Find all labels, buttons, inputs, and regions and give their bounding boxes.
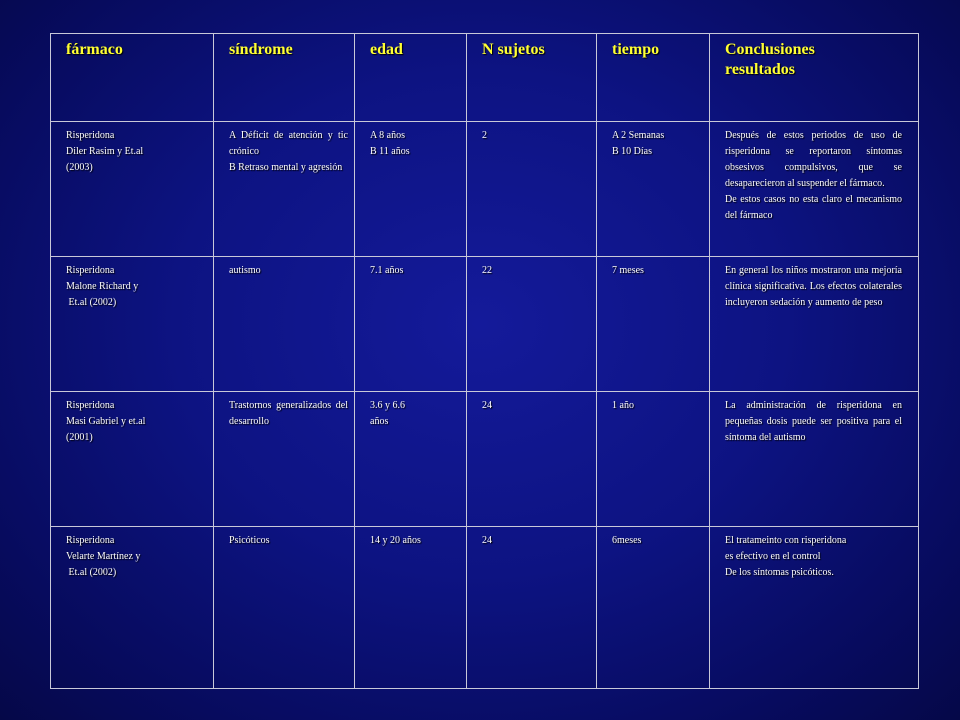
tiempo-text: 1 año <box>612 400 634 411</box>
edad-text: 7.1 años <box>370 265 404 276</box>
sindrome-text: Psicóticos <box>229 535 270 546</box>
farmaco-line: (2001) <box>66 432 93 443</box>
cell-n-sujetos <box>467 527 597 689</box>
sindrome-text: Trastornos generalizados del desarrollo <box>229 400 348 427</box>
cell-edad <box>355 392 467 527</box>
farmaco-line: Et.al (2002) <box>66 567 117 578</box>
tiempo-text: A 2 Semanas <box>612 130 665 141</box>
conclusiones-text: De los síntomas psicóticos. <box>725 567 834 578</box>
farmaco-line: Diler Rasim y Et.al <box>66 146 144 157</box>
conclusiones-text: En general los niños mostraron una mejoría clínica significativa. Los efectos colaterales incluyeron sedación y aumento de peso <box>725 265 902 308</box>
sindrome-text: B Retraso mental y agresión <box>229 162 343 173</box>
header-edad: edad <box>355 34 467 122</box>
cell-conclusiones <box>710 122 919 257</box>
conclusiones-text: El tratameinto con risperidona <box>725 535 847 546</box>
sindrome-text: autismo <box>229 265 261 276</box>
cell-tiempo <box>597 122 710 257</box>
farmaco-line: Risperidona <box>66 130 115 141</box>
table-row <box>51 527 919 689</box>
tiempo-text: B 10 Días <box>612 146 652 157</box>
edad-text: A 8 años <box>370 130 405 141</box>
n-sujetos-text: 2 <box>482 130 487 141</box>
n-sujetos-text: 22 <box>482 265 492 276</box>
farmaco-line: (2003) <box>66 162 93 173</box>
header-row <box>51 34 919 122</box>
cell-n-sujetos <box>467 257 597 392</box>
edad-text: 14 y 20 años <box>370 535 421 546</box>
n-sujetos-text: 24 <box>482 535 492 546</box>
cell-tiempo <box>597 527 710 689</box>
cell-farmaco <box>51 392 214 527</box>
cell-tiempo <box>597 257 710 392</box>
cell-edad <box>355 257 467 392</box>
conclusiones-text: es efectivo en el control <box>725 551 821 562</box>
conclusiones-text: De estos casos no esta claro el mecanismo del fármaco <box>725 194 902 221</box>
n-sujetos-text: 24 <box>482 400 492 411</box>
table-row <box>51 122 919 257</box>
cell-sindrome <box>214 122 355 257</box>
cell-edad <box>355 122 467 257</box>
conclusiones-text: La administración de risperidona en pequeñas dosis puede ser positiva para el síntoma del autismo <box>725 400 902 443</box>
study-table <box>50 33 919 689</box>
farmaco-line: Masi Gabriel y et.al <box>66 416 146 427</box>
sindrome-text: A Déficit de atención y tic crónico <box>229 130 348 157</box>
header-farmaco: fármaco <box>51 34 214 122</box>
cell-n-sujetos <box>467 392 597 527</box>
header-conclusiones-line1: Conclusiones <box>725 41 815 58</box>
farmaco-line: Risperidona <box>66 265 115 276</box>
cell-conclusiones <box>710 392 919 527</box>
header-conclusiones-line2: resultados <box>725 61 795 78</box>
cell-conclusiones <box>710 527 919 689</box>
header-sindrome: síndrome <box>214 34 355 122</box>
cell-sindrome <box>214 527 355 689</box>
farmaco-line: Malone Richard y <box>66 281 139 292</box>
table-row <box>51 392 919 527</box>
farmaco-line: Risperidona <box>66 535 115 546</box>
cell-tiempo <box>597 392 710 527</box>
tiempo-text: 6meses <box>612 535 642 546</box>
farmaco-line: Velarte Martínez y <box>66 551 141 562</box>
edad-text: B 11 años <box>370 146 410 157</box>
cell-farmaco <box>51 257 214 392</box>
cell-sindrome <box>214 257 355 392</box>
cell-conclusiones <box>710 257 919 392</box>
edad-text: 3.6 y 6.6 años <box>370 400 405 427</box>
farmaco-line: Et.al (2002) <box>66 297 117 308</box>
conclusiones-text: Después de estos periodos de uso de risperidona se reportaron síntomas obsesivos compulsivos, que se desaparecieron al suspender el fármaco. <box>725 130 902 189</box>
farmaco-line: Risperidona <box>66 400 115 411</box>
table-row <box>51 257 919 392</box>
header-n-sujetos: N sujetos <box>467 34 597 122</box>
cell-farmaco <box>51 527 214 689</box>
cell-n-sujetos <box>467 122 597 257</box>
tiempo-text: 7 meses <box>612 265 644 276</box>
cell-sindrome <box>214 392 355 527</box>
cell-edad <box>355 527 467 689</box>
header-tiempo: tiempo <box>597 34 710 122</box>
header-conclusiones <box>710 34 919 122</box>
cell-farmaco <box>51 122 214 257</box>
